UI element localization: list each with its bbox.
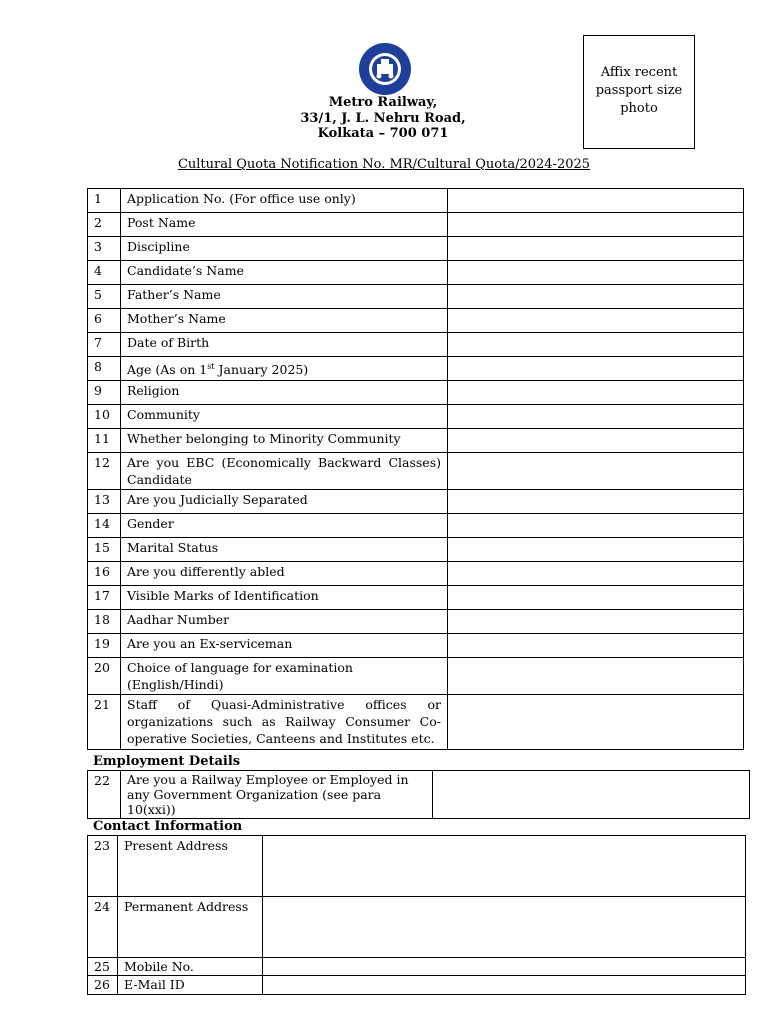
row-number: 18	[88, 610, 121, 634]
row-answer-cell[interactable]	[448, 261, 744, 285]
table-row	[88, 897, 746, 958]
row-number: 9	[88, 381, 121, 405]
row-label: Visible Marks of Identification	[121, 586, 448, 610]
row-number: 3	[88, 237, 121, 261]
row-answer-cell[interactable]	[263, 976, 746, 995]
applicant-details-table	[87, 188, 744, 750]
table-row	[88, 610, 744, 634]
contact-heading: Contact Information	[93, 819, 243, 834]
row-answer-cell[interactable]	[433, 771, 750, 819]
row-answer-cell[interactable]	[263, 958, 746, 976]
row-number: 2	[88, 213, 121, 237]
row-label: Choice of language for examination (English/Hindi)	[121, 658, 448, 695]
row-label: Marital Status	[121, 538, 448, 562]
row-label: Are you a Railway Employee or Employed in any Government Organization (see para 10(xxi))	[121, 771, 433, 819]
row-number: 11	[88, 429, 121, 453]
indian-railways-logo	[355, 42, 415, 96]
row-number: 17	[88, 586, 121, 610]
row-label: Are you Judicially Separated	[121, 490, 448, 514]
row-answer-cell[interactable]	[448, 381, 744, 405]
table-row	[88, 405, 744, 429]
row-label: Are you differently abled	[121, 562, 448, 586]
age-label-post: January 2025)	[214, 362, 309, 378]
table-row	[88, 976, 746, 995]
photo-text-2: passport size	[595, 83, 683, 98]
table-row	[88, 658, 744, 695]
table-row	[88, 695, 744, 750]
row-number: 16	[88, 562, 121, 586]
row-label: E-Mail ID	[118, 976, 263, 995]
table-row	[88, 213, 744, 237]
row-label: Are you an Ex-serviceman	[121, 634, 448, 658]
table-row	[88, 490, 744, 514]
table-row	[88, 261, 744, 285]
table-row	[88, 514, 744, 538]
row-label: Discipline	[121, 237, 448, 261]
row-answer-cell[interactable]	[448, 189, 744, 213]
employment-table	[87, 770, 750, 819]
address-line-2: Kolkata – 700 071	[317, 126, 449, 141]
row-number: 6	[88, 309, 121, 333]
row-answer-cell[interactable]	[448, 309, 744, 333]
row-answer-cell[interactable]	[448, 634, 744, 658]
row-answer-cell[interactable]	[448, 285, 744, 309]
row-number: 14	[88, 514, 121, 538]
org-name: Metro Railway,	[328, 95, 438, 110]
table-row	[88, 634, 744, 658]
photo-text-1: Affix recent	[600, 65, 678, 80]
row-answer-cell[interactable]	[448, 562, 744, 586]
row-label: Community	[121, 405, 448, 429]
table-row	[88, 285, 744, 309]
table-row	[88, 333, 744, 357]
contact-table	[87, 835, 746, 995]
table-row	[88, 836, 746, 897]
row-answer-cell[interactable]	[448, 405, 744, 429]
row-answer-cell[interactable]	[448, 213, 744, 237]
table-row	[88, 453, 744, 490]
row-label: Aadhar Number	[121, 610, 448, 634]
row-number: 15	[88, 538, 121, 562]
row-number: 10	[88, 405, 121, 429]
row-number: 8	[88, 357, 121, 381]
row-answer-cell[interactable]	[448, 357, 744, 381]
row-answer-cell[interactable]	[448, 237, 744, 261]
table-row	[88, 538, 744, 562]
employment-heading: Employment Details	[93, 754, 241, 769]
row-label: Present Address	[118, 836, 263, 897]
row-number: 21	[88, 695, 121, 750]
notification-title: Cultural Quota Notification No. MR/Cultural Quota/2024-2025	[177, 157, 591, 172]
row-label: Whether belonging to Minority Community	[121, 429, 448, 453]
row-number: 23	[88, 836, 118, 897]
row-answer-cell[interactable]	[263, 836, 746, 897]
table-row	[88, 309, 744, 333]
photo-box	[583, 35, 695, 149]
row-answer-cell[interactable]	[448, 695, 744, 750]
table-row	[88, 586, 744, 610]
row-label: Religion	[121, 381, 448, 405]
table-row	[88, 771, 750, 819]
row-answer-cell[interactable]	[448, 453, 744, 490]
row-answer-cell[interactable]	[448, 658, 744, 695]
row-label: Are you EBC (Economically Backward Classes) Candidate	[121, 453, 448, 490]
office-address	[250, 95, 516, 142]
row-answer-cell[interactable]	[448, 610, 744, 634]
row-number: 1	[88, 189, 121, 213]
row-answer-cell[interactable]	[448, 429, 744, 453]
row-number: 20	[88, 658, 121, 695]
row-label: Application No. (For office use only)	[121, 189, 448, 213]
photo-text-3: photo	[620, 101, 658, 116]
row-number: 5	[88, 285, 121, 309]
row-number: 19	[88, 634, 121, 658]
row-answer-cell[interactable]	[448, 333, 744, 357]
row-answer-cell[interactable]	[448, 538, 744, 562]
row-label: Post Name	[121, 213, 448, 237]
address-line-1: 33/1, J. L. Nehru Road,	[300, 110, 466, 126]
table-row	[88, 189, 744, 213]
table-row	[88, 237, 744, 261]
table-row	[88, 357, 744, 381]
row-label: Staff of Quasi-Administrative offices or organizations such as Railway Consumer Co-operative Societies, Canteens and Institutes etc.	[121, 695, 448, 750]
row-answer-cell[interactable]	[263, 897, 746, 958]
row-label: Candidate’s Name	[121, 261, 448, 285]
row-label: Mobile No.	[118, 958, 263, 976]
row-number: 12	[88, 453, 121, 490]
table-row	[88, 562, 744, 586]
row-answer-cell[interactable]	[448, 490, 744, 514]
row-label: Permanent Address	[118, 897, 263, 958]
row-number: 24	[88, 897, 118, 958]
table-row	[88, 429, 744, 453]
row-number: 22	[88, 771, 121, 819]
row-answer-cell[interactable]	[448, 586, 744, 610]
row-number: 26	[88, 976, 118, 995]
row-label	[121, 357, 448, 381]
row-label: Mother’s Name	[121, 309, 448, 333]
table-row	[88, 958, 746, 976]
age-label-sup: st	[207, 362, 215, 371]
row-number: 7	[88, 333, 121, 357]
row-answer-cell[interactable]	[448, 514, 744, 538]
row-number: 25	[88, 958, 118, 976]
row-label: Gender	[121, 514, 448, 538]
row-label: Father’s Name	[121, 285, 448, 309]
table-row	[88, 381, 744, 405]
row-label: Date of Birth	[121, 333, 448, 357]
age-label-pre: Age (As on 1	[127, 362, 208, 378]
row-number: 4	[88, 261, 121, 285]
row-number: 13	[88, 490, 121, 514]
